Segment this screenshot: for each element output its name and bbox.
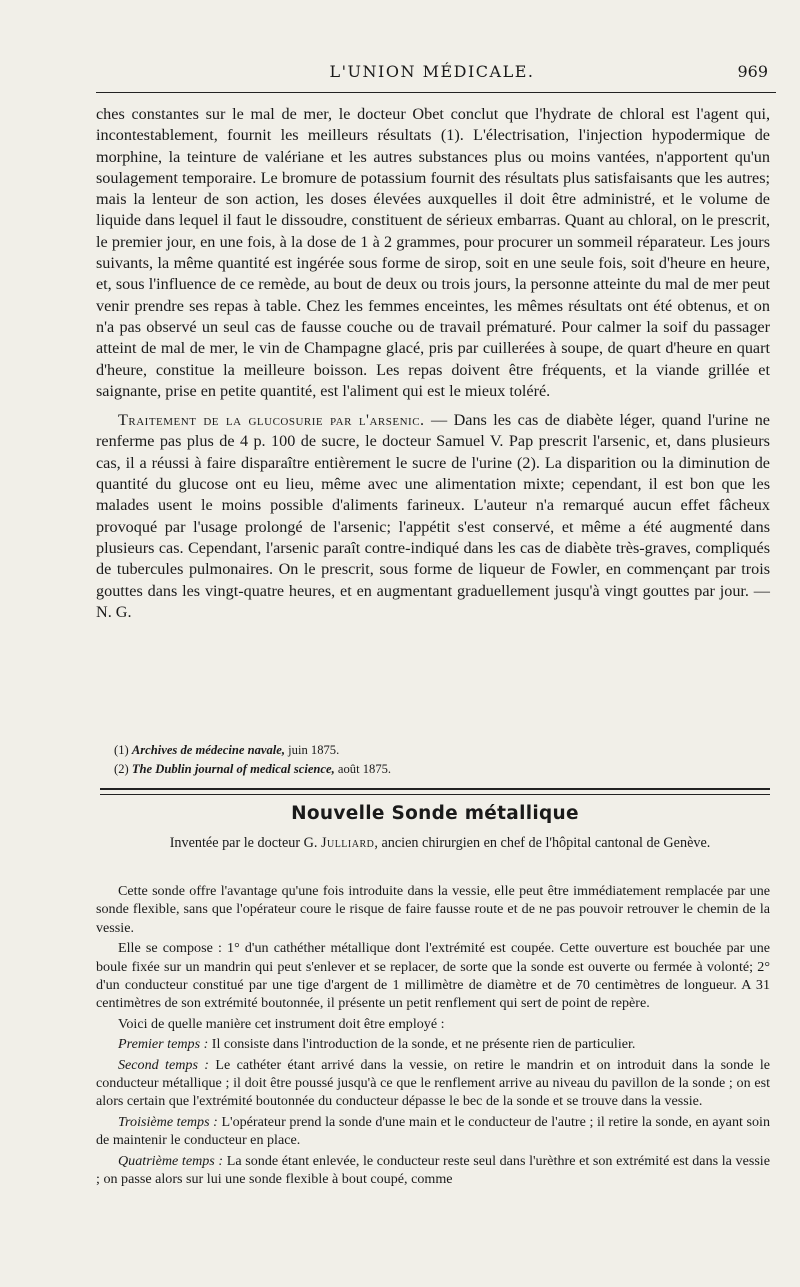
- section-text-arsenic: — Dans les cas de diabète léger, quand l'urine ne renferme pas plus de 4 p. 100 de sucre, le docteur Samuel V. Pap prescrit l'arsenic, et, dans plusieurs cas, il a réussi à faire disparaître entièrement le sucre de l'urine (2). La disparition ou la diminution de quantité du glucose ont eu lieu, même avec une alimentation mixte; cependant, il est bon que les malades usent le moins possible d'aliments farineux. L'auteur n'a remarqué aucun effet fâcheux provoqué par l'usage prolongé de l'arsenic; l'appétit s'est conservé, et même a été augmenté dans plusieurs cas. Cependant, l'arsenic paraît contre-indiqué dans les cas de diabète très-graves, compliqués de tubercules pulmonaires. On le prescrit, sous forme de liqueur de Fowler, en commençant par trois gouttes dans les vingt-quatre heures, et en augmentant graduellement jusqu'à vingt gouttes par jour. — N. G.: [96, 411, 770, 621]
- footnote-date: juin 1875.: [285, 743, 340, 757]
- article-title: Nouvelle Sonde métallique: [291, 803, 579, 824]
- paragraph-composition: Elle se compose : 1° d'un cathéther métallique dont l'extrémité est coupée. Cette ouverture est bouchée par une boule fixée sur un mandrin qui peut s'enlever et se replacer, de sorte que la sonde est ouverte ou fermée à volonté; 2° d'un conducteur constitué par une tige d'argent de 1 millimètre de diamètre et de 70 centimètres de longueur. A 31 centimètres de son extrémité boutonnée, il présente un petit renflement qui sert de point de repère.: [96, 940, 770, 1012]
- section-heading-arsenic: Traitement de la glucosurie par l'arsenic.: [118, 411, 425, 430]
- step-2: [96, 1056, 770, 1111]
- step-label: Troisième temps :: [118, 1113, 218, 1130]
- footnote-date: août 1875.: [334, 762, 392, 776]
- step-label: Premier temps :: [118, 1036, 209, 1053]
- step-text: Le cathéter étant arrivé dans la vessie, on retire le mandrin et on introduit dans la sonde le conducteur métallique ; il doit être poussé jusqu'à ce que le renflement arrive au niveau du pavillon de la sonde ; on est alors certain que l'extrémité boutonnée du conducteur dépasse le bec de la sonde et se trouve dans la vessie.: [96, 1056, 770, 1110]
- step-4: [96, 1152, 770, 1189]
- byline-author: Julliard: [320, 835, 375, 851]
- footnote-source: The Dublin journal of medical science,: [131, 762, 335, 776]
- running-title: L'UNION MÉDICALE.: [329, 62, 535, 81]
- page-number: 969: [737, 62, 768, 81]
- paragraph-arsenic: [96, 410, 770, 623]
- footnote-1: [114, 741, 788, 760]
- step-label: Second temps :: [118, 1056, 209, 1073]
- section-divider: [100, 788, 770, 795]
- byline-suffix: , ancien chirurgien en chef de l'hôpital cantonal de Genève.: [374, 835, 711, 851]
- byline: [130, 834, 750, 852]
- paragraph-usage: Voici de quelle manière cet instrument doit être employé :: [118, 1015, 445, 1032]
- footnote-2: [114, 760, 788, 779]
- footnote-number: (2): [114, 762, 129, 776]
- paragraph-chloral: ches constantes sur le mal de mer, le docteur Obet conclut que l'hydrate de chloral est l'agent qui, incontestablement, fournit les meilleurs résultats (1). L'électrisation, l'injection hypodermique de morphine, la teinture de valériane et les autres substances plus ou moins vantées, n'apportent qu'un soulagement temporaire. Le bromure de potassium fournit des résultats plus satisfaisants que les autres; mais la lenteur de son action, les doses élevées auxquelles il doit être administré, et le volume de liquide dans lequel il faut le dissoudre, constituent de sérieux embarras. Quant au chloral, on le prescrit, le premier jour, en une fois, à la dose de 1 à 2 grammes, pour procurer un sommeil réparateur. Les jours suivants, la même quantité est ingérée sous forme de sirop, soit en une seule fois, soit d'heure en heure, et, sous l'influence de ce remède, au bout de deux ou trois jours, la personne atteinte du mal de mer peut venir prendre ses repas à table. Chez les femmes enceintes, les mêmes résultats ont été obtenus, et on n'a pas observé un seul cas de fausse couche ou de travail prématuré. Pour calmer la soif du passager atteint de mal de mer, le vin de Champagne glacé, pris par cuillerées à soupe, de quart d'heure en quart d'heure, constitue la meilleure boisson. Les repas doivent être fréquents, et la viande grillée et saignante, prise en petite quantité, est l'aliment qui est le mieux toléré.: [96, 105, 770, 400]
- step-text: L'opérateur prend la sonde d'une main et le conducteur de l'autre ; il retire la sonde, en ayant soin de maintenir le conducteur en place.: [96, 1113, 770, 1149]
- footnote-source: Archives de médecine navale,: [131, 743, 286, 757]
- article-sonde: [96, 882, 770, 1191]
- header-rule: [96, 92, 776, 93]
- step-3: [96, 1113, 770, 1150]
- paragraph-intro: Cette sonde offre l'avantage qu'une fois introduite dans la vessie, elle peut être immédiatement remplacée par une sonde flexible, sans que l'opérateur coure le risque de faire fausse route et de ne pas pouvoir retrouver le chemin de la vessie.: [96, 883, 770, 936]
- article-chloral: [96, 104, 770, 623]
- footnotes: [96, 741, 788, 779]
- step-label: Quatrième temps :: [118, 1152, 224, 1169]
- step-1: [96, 1035, 770, 1053]
- step-text: La sonde étant enlevée, le conducteur reste seul dans l'urèthre et son extrémité est dans la vessie ; on passe alors sur lui une sonde flexible à bout coupé, comme: [96, 1152, 770, 1188]
- byline-prefix: Inventée par le docteur G.: [169, 835, 321, 851]
- footnote-number: (1): [114, 743, 129, 757]
- step-text: Il consiste dans l'introduction de la sonde, et ne présente rien de particulier.: [208, 1036, 636, 1053]
- running-head: [96, 62, 768, 86]
